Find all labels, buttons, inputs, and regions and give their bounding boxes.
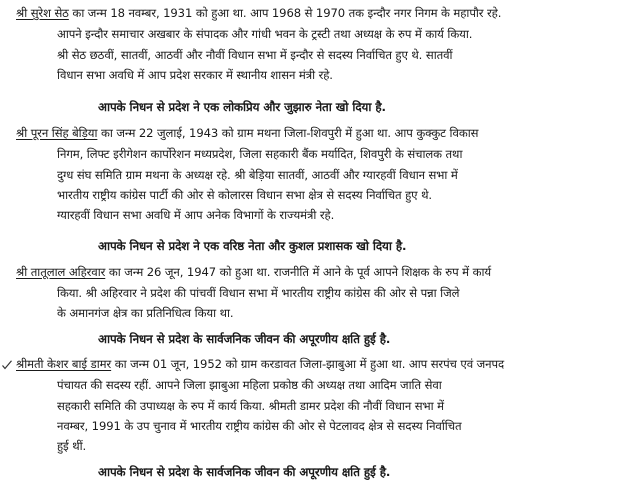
entry-text-line: श्री सेठ छठवीं, सातवीं, आठवीं और नौवीं विधान सभा में इन्दौर से सदस्य निर्वाचित हुए थे. सातवीं <box>57 48 453 62</box>
entry-text-line: नवम्बर, 1991 के उप चुनाव में भारतीय राष्ट्रीय कांग्रेस की ओर से पेटलावद क्षेत्र से सदस्य निर्वाचित <box>57 419 462 433</box>
condolence-line: आपके निधन से प्रदेश ने एक लोकप्रिय और जुझारु नेता खो दिया है. <box>98 100 386 114</box>
entry-text-line: आपने इन्दौर समाचार अखबार के संपादक और गांधी भवन के ट्रस्टी तथा अध्यक्ष के रुप में कार्य किया. <box>57 27 473 41</box>
entry-text: का जन्म 26 जून, 1947 को हुआ था. राजनीति में आने के पूर्व आपने शिक्षक के रुप में कार्य <box>105 265 492 279</box>
condolence-line: आपके निधन से प्रदेश ने एक वरिष्ठ नेता और कुशल प्रशासक खो दिया है. <box>98 239 407 253</box>
entry-first-line <box>16 356 504 372</box>
entry-first-line <box>16 125 478 141</box>
entry-text-line: हुई थीं. <box>57 439 87 453</box>
entry-first-line <box>16 264 491 280</box>
entry-text-line: पंचायत की सदस्य रहीं. आपने जिला झाबुआ महिला प्रकोष्ठ की अध्यक्ष तथा आदिम जाति सेवा <box>57 378 442 392</box>
entry-text-line: विधान सभा अवधि में आप प्रदेश सरकार में स्थानीय शासन मंत्री रहे. <box>57 68 333 82</box>
entry-first-line <box>16 5 501 21</box>
entry-text-line: के अमानगंज क्षेत्र का प्रतिनिधित्व किया था. <box>57 306 234 320</box>
person-name: श्री तातूलाल अहिरवार <box>16 265 106 279</box>
person-name: श्री सुरेश सेठ <box>16 6 69 20</box>
entry-text-line: दुग्ध संघ समिति ग्राम मथना के अध्यक्ष रहे. श्री बेड़िया सातवीं, आठवीं और ग्यारहवीं विधान सभा में <box>57 168 458 182</box>
entry-text-line: किया. श्री अहिरवार ने प्रदेश की पांचवीं विधान सभा में भारतीय राष्ट्रीय कांग्रेस की ओर से पन्ना जिले <box>57 286 460 300</box>
entry-text-line: निगम, लिफ्ट इरीगेशन कार्पोरेशन मध्यप्रदेश, जिला सहकारी बैंक मर्यादित, शिवपुरी के संचालक तथा <box>57 147 463 161</box>
person-name: श्री पूरन सिंह बेड़िया <box>16 126 98 140</box>
condolence-line: आपके निधन से प्रदेश के सार्वजनिक जीवन की अपूरणीय क्षति हुई है. <box>98 465 391 479</box>
entry-text-line: ग्यारहवीं विधान सभा अवधि में आप अनेक विभागों के राज्यमंत्री रहे. <box>57 208 335 222</box>
condolence-line: आपके निधन से प्रदेश के सार्वजनिक जीवन की अपूरणीय क्षति हुई है. <box>98 332 391 346</box>
entry-text-line: सहकारी समिति की उपाध्यक्ष के रुप में कार्य किया. श्रीमती डामर प्रदेश की नौवीं विधान सभा में <box>57 399 444 413</box>
entry-text: का जन्म 22 जुलाई, 1943 को ग्राम मथना जिला-शिवपुरी में हुआ था. आप कुक्कुट विकास <box>97 126 479 140</box>
person-name: श्रीमती केशर बाई डामर <box>16 357 112 371</box>
entry-text: का जन्म 18 नवम्बर, 1931 को हुआ था. आप 1968 से 1970 तक इन्दौर नगर निगम के महापौर रहे. <box>68 6 502 20</box>
entry-text-line: भारतीय राष्ट्रीय कांग्रेस पार्टी की ओर से कोलारस विधान सभा क्षेत्र से सदस्य निर्वाचित हुए थे. <box>57 188 432 202</box>
entry-text: का जन्म 01 जून, 1952 को ग्राम करडावत जिला-झाबुआ में हुआ था. आप सरपंच एवं जनपद <box>111 357 505 371</box>
check-mark-icon <box>2 360 12 370</box>
